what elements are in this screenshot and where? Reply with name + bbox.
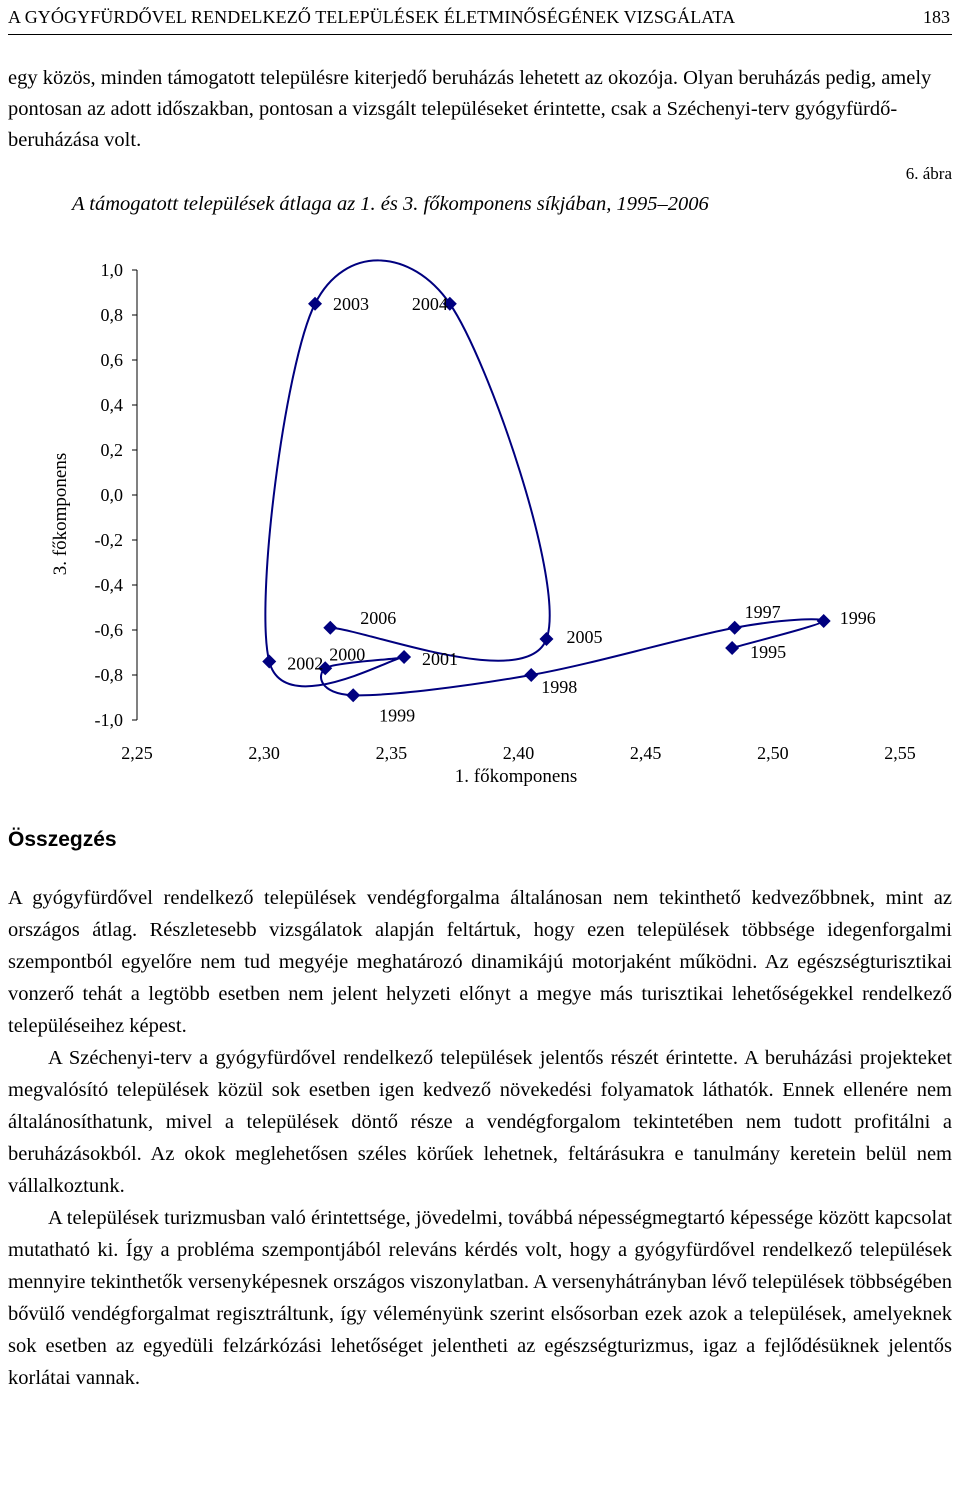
section-title: Összegzés	[8, 828, 117, 851]
point-marker-1998	[524, 668, 538, 682]
intro-paragraph: egy közös, minden támogatott településre kiterjedő beruházás lehetett az okozója. Olyan beruházás pedig, amely pontosan az adott időszakban, pontosan a vizsgált településeket érintette, csak a Széchenyi-terv gyógyfürdő-beruházása volt.	[8, 67, 932, 151]
scatter-chart	[0, 240, 960, 800]
figure-number: 6. ábra	[905, 164, 952, 183]
y-tick-label: -0,2	[94, 530, 123, 550]
header-title: A GYÓGYFÜRDŐVEL RENDELKEZŐ TELEPÜLÉSEK ÉLETMINŐSÉGÉNEK VIZSGÁLATA	[8, 7, 736, 27]
x-tick-label: 2,25	[121, 743, 153, 763]
point-label-1998: 1998	[541, 677, 578, 697]
point-marker-2006	[323, 621, 337, 635]
y-tick-label: 0,2	[100, 440, 123, 460]
point-label-1996: 1996	[839, 608, 876, 628]
point-label-1997: 1997	[744, 601, 781, 622]
point-label-2004: 2004	[411, 293, 448, 314]
y-tick-label: -0,8	[94, 665, 123, 685]
y-tick-label: 1,0	[100, 260, 123, 280]
point-marker-2005	[539, 632, 553, 646]
y-tick-label: -0,6	[94, 620, 123, 640]
point-label-1995: 1995	[750, 642, 787, 662]
x-tick-label: 2,30	[248, 743, 280, 763]
point-label-2003: 2003	[333, 293, 370, 314]
y-tick-label: -0,4	[94, 575, 123, 595]
x-tick-label: 2,45	[629, 743, 662, 763]
point-marker-1995	[725, 641, 739, 655]
y-tick-label: 0,6	[100, 350, 123, 370]
x-tick-label: 2,50	[757, 743, 789, 763]
running-header	[8, 4, 952, 35]
point-marker-2001	[397, 650, 411, 664]
series-line	[265, 260, 823, 695]
summary-paragraph-1: A gyógyfürdővel rendelkező települések vendégforgalma általánosan nem tekinthető kedvezőbbnek, mint az országos átlag. Részletesebb vizsgálatok alapján feltártuk, hogy ezen települések többsége idegenforgalmi szempontból egyelőre nem tud megyéje meghatározó dinamikájú motorjaként működni. Az egészségturisztikai vonzerő tehát a legtöbb esetben nem jelent helyzeti előnyt a megye más turisztikai lehetőségekkel rendelkező településeihez képest.	[8, 887, 952, 1037]
point-marker-1996	[817, 614, 831, 628]
point-label-2001: 2001	[422, 649, 459, 669]
x-tick-label: 2,55	[884, 743, 916, 763]
point-marker-1999	[346, 688, 360, 702]
plot-area	[95, 260, 916, 763]
y-tick-label: 0,0	[100, 485, 123, 505]
point-label-2006: 2006	[360, 607, 397, 628]
summary-paragraph-2: A Széchenyi-terv a gyógyfürdővel rendelkező települések jelentős részét érintette. A beruházási projekteket megvalósító települések közül sok esetben igen kedvező növekedési folyamatok láthatók. Ennek ellenére nem általánosíthatunk, mivel a települések döntő része a vendégforgalom tekintetében nem tudott profitálni a beruházásokból. Az okok meglehetősen széles körűek lehetnek, feltárásukra e tanulmány keretein belül nem vállalkoztunk.	[8, 1047, 952, 1197]
y-tick-label: 0,8	[100, 305, 123, 325]
x-axis-label: 1. főkomponens	[454, 766, 578, 787]
point-marker-2003	[308, 297, 322, 311]
point-marker-2002	[262, 655, 276, 669]
y-tick-label: -1,0	[94, 710, 123, 730]
figure-title: A támogatott települések átlaga az 1. és 3. főkomponens síkjában, 1995–2006	[72, 193, 709, 215]
point-label-2002: 2002	[287, 653, 324, 674]
summary-paragraph-3: A települések turizmusban való érintettsége, jövedelmi, továbbá népességmegtartó képessége között kapcsolat mutatható ki. Így a probléma szempontjából releváns kérdés volt, hogy a gyógyfürdővel rendelkező települések mennyire tekinthetők versenyképesnek országos viszonylatban. A versenyhátrányban lévő települések többségében bővülő vendégforgalmat regisztráltunk, így véleményünk szerint elsősorban ezek azok a települések, amelyeknek sok esetben az egyedüli felzárkózási lehetőséget jelentheti az egészségturizmus, igaz a fejlődésüknek jelentős korlátai vannak.	[8, 1207, 952, 1389]
y-tick-label: 0,4	[100, 395, 123, 415]
point-marker-1997	[728, 621, 742, 635]
point-label-1999: 1999	[379, 705, 416, 726]
y-axis-label: 3. főkomponens	[50, 452, 71, 576]
page-number: 183	[923, 7, 950, 27]
x-tick-label: 2,40	[502, 743, 535, 763]
point-label-2005: 2005	[566, 627, 603, 647]
x-tick-label: 2,35	[375, 743, 408, 763]
point-label-2000: 2000	[329, 644, 366, 665]
summary-text	[8, 882, 952, 1394]
